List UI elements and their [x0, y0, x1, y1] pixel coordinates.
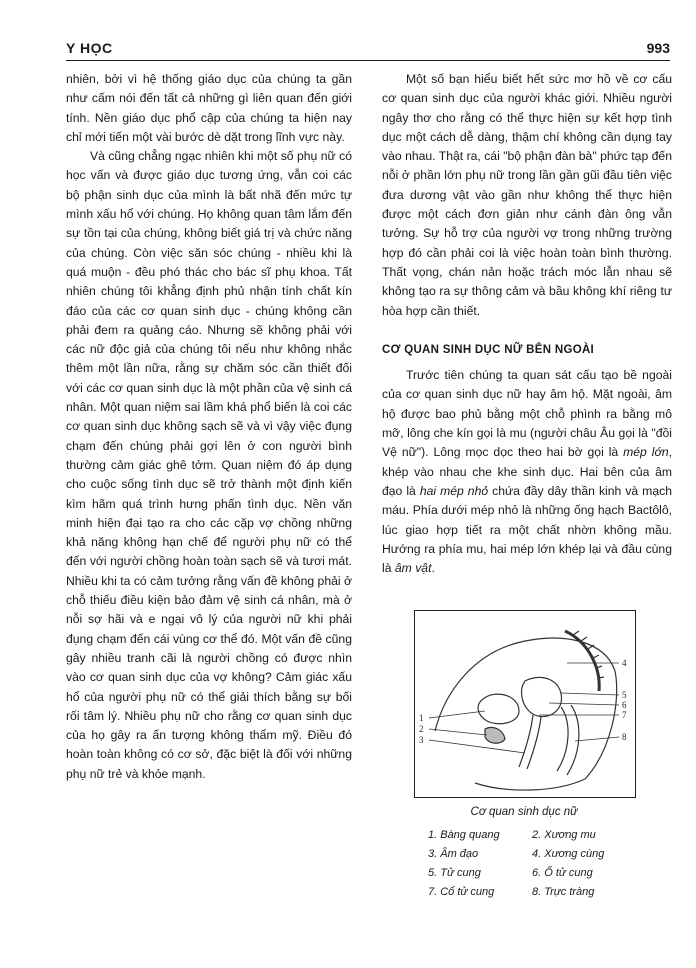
page-header	[66, 40, 670, 62]
callout-3: 3	[419, 735, 424, 745]
left-paragraph-2: Và cũng chẳng ngạc nhiên khi một số phụ nữ có học vấn và được giáo dục tương ứng, vẫn coi các bộ phận sinh dục của mình là bất nhã đến mức tự mình xấu hổ với chúng. Họ không quan tâm lắm đến sự tồn tại của chúng, không biết giá trị và chức năng của chúng. Còn việc săn sóc chúng - nhiều khi là quá muộn - đều phó thác cho bác sĩ phụ khoa. Tất nhiên chúng tôi khẳng định phủ nhận tính chất kín đáo của các cơ quan sinh dục - chúng không cần phải đem ra quảng cáo. Nhưng sẽ không phải với các nữ độc giả của chúng tôi nếu như không nhắc thêm một lần nữa, rằng sự chăm sóc cần thiết đối với các cơ quan sinh dục là một phần của vệ sinh cá nhân. Một quan niệm sai lầm khá phổ biến là coi các cơ quan sinh dục không sạch sẽ và vì vậy việc đụng chạm đến chúng phải gợi lên ở con người bình thường cảm giác ghê tởm. Quan niệm đó áp dụng cho cuộc sống tình dục sẽ trở thành một định kiến kìm hãm quá trình hưng phấn tình dục. Nền văn minh hiện đại tạo ra cho các cặp vợ chồng những khả năng không hạn chế để người phụ nữ có thể đến với người chồng hoàn toàn sạch sẽ và tươi mát. Nhiều khi ta có cảm tưởng rằng vấn đề không phải ở chỗ thiếu điều kiện bảo đảm vệ sinh cá nhân, mà ở nỗi sợ hãi và e ngại vô lý của người nữ khi phải đụng chạm đến cái vùng cơ thể đó. Một vấn đề cũng gây nhiều tranh cãi là người chồng có được nhìn vào cơ quan sinh dục của vợ không? Cảm giác xấu hổ của người phụ nữ có thể giải thích bằng sự bối rối tâm lý. Nhiều phụ nữ cho rằng cơ quan sinh dục của họ gây ra ấn tượng không thẩm mỹ. Điều đó hoàn toàn không có cơ sở, đặc biệt là đối với những phụ nữ trẻ và khỏe mạnh.	[66, 149, 352, 781]
callout-6: 6	[622, 700, 627, 710]
callout-8: 8	[622, 732, 627, 742]
anatomy-illustration	[415, 611, 635, 797]
legend-item-6: 6. Ổ tử cung	[532, 867, 593, 879]
page-number: 993	[646, 40, 670, 56]
running-head: Y HỌC	[66, 40, 113, 56]
callout-1: 1	[419, 713, 424, 723]
term-clitoris: âm vật	[394, 561, 432, 576]
header-rule	[66, 60, 670, 61]
p2-text-c: chứa đầy dây thần kinh và mạch máu. Phía dưới mép nhỏ là những ống hạch Bactôlô, lúc giao hợp tiết ra một chất nhờn không mầu. Hướng ra phía mu, hai mép lớn khép lại và đầu cùng là	[382, 483, 672, 576]
right-paragraph-2	[382, 366, 672, 578]
anatomy-figure	[414, 610, 636, 798]
right-paragraph-1: Một số bạn hiểu biết hết sức mơ hồ về cơ cấu cơ quan sinh dục của người khác giới. Nhiều người ngây thơ cho rằng có thể thực hiện sự kết hợp tình dục một cách dễ dàng, thậm chí không cần dụng tay vào nhau. Thật ra, cái "bộ phận đàn bà" phức tạp đến nỗi ở phần lớn phụ nữ trong lần gần gũi đầu tiên việc đưa dương vật vào gần như không thể thực hiện được một cách đơn giản như cánh đàn ông vẫn tưởng. Sự hỗ trợ của người vợ trong những trường hợp đó cần phải coi là việc hoàn toàn bình thường. Thất vọng, chán nản hoặc trách móc lẫn nhau sẽ không tạo ra sự thông cảm và bầu không khí riêng tư hòa hợp cần thiết.	[382, 72, 672, 318]
legend-item-3: 3. Âm đạo	[428, 848, 479, 860]
callout-4: 4	[622, 658, 627, 668]
term-labia-minora: hai mép nhỏ	[419, 483, 489, 498]
left-column	[66, 70, 352, 784]
right-column	[382, 70, 672, 578]
callout-2: 2	[419, 724, 424, 734]
p2-text-a: Trước tiên chúng ta quan sát cấu tạo bề ngoài của cơ quan sinh dục nữ hay âm hộ. Mặt ngoài, âm hộ được bao phủ bằng một chỗ phình ra bằng mô mỡ, lông che kín gọi là mu (người châu Âu gọi là "đồi Vệ nữ"). Lông mọc dọc theo hai bờ gọi là	[382, 368, 672, 460]
p2-text-d: .	[431, 561, 435, 576]
callout-5: 5	[622, 690, 627, 700]
legend-item-2: 2. Xương mu	[532, 829, 596, 841]
callout-7: 7	[622, 710, 627, 720]
section-title: CƠ QUAN SINH DỤC NỮ BÊN NGOÀI	[382, 343, 595, 356]
legend-item-4: 4. Xương cùng	[532, 848, 605, 860]
legend-item-5: 5. Tử cung	[428, 867, 481, 879]
term-labia-majora: mép lớn	[623, 445, 669, 460]
legend-item-1: 1. Bàng quang	[428, 829, 500, 841]
figure-caption: Cơ quan sinh dục nữ	[470, 806, 578, 818]
left-paragraph-1: nhiên, bởi vì hệ thống giáo dục của chúng ta gần như cấm nói đến tất cả những gì liên quan đến giới tính. Nền giáo dục phổ cập của chúng ta hiện nay chỉ mới tiến một vài bước dè dặt trong lĩnh vực này.	[66, 72, 352, 144]
p2-text-b: , khép vào nhau che khe sinh dục. Hai bên của âm đạo là	[382, 445, 672, 498]
legend-item-7: 7. Cổ tử cung	[428, 886, 495, 898]
legend-item-8: 8. Trực tràng	[532, 886, 595, 898]
